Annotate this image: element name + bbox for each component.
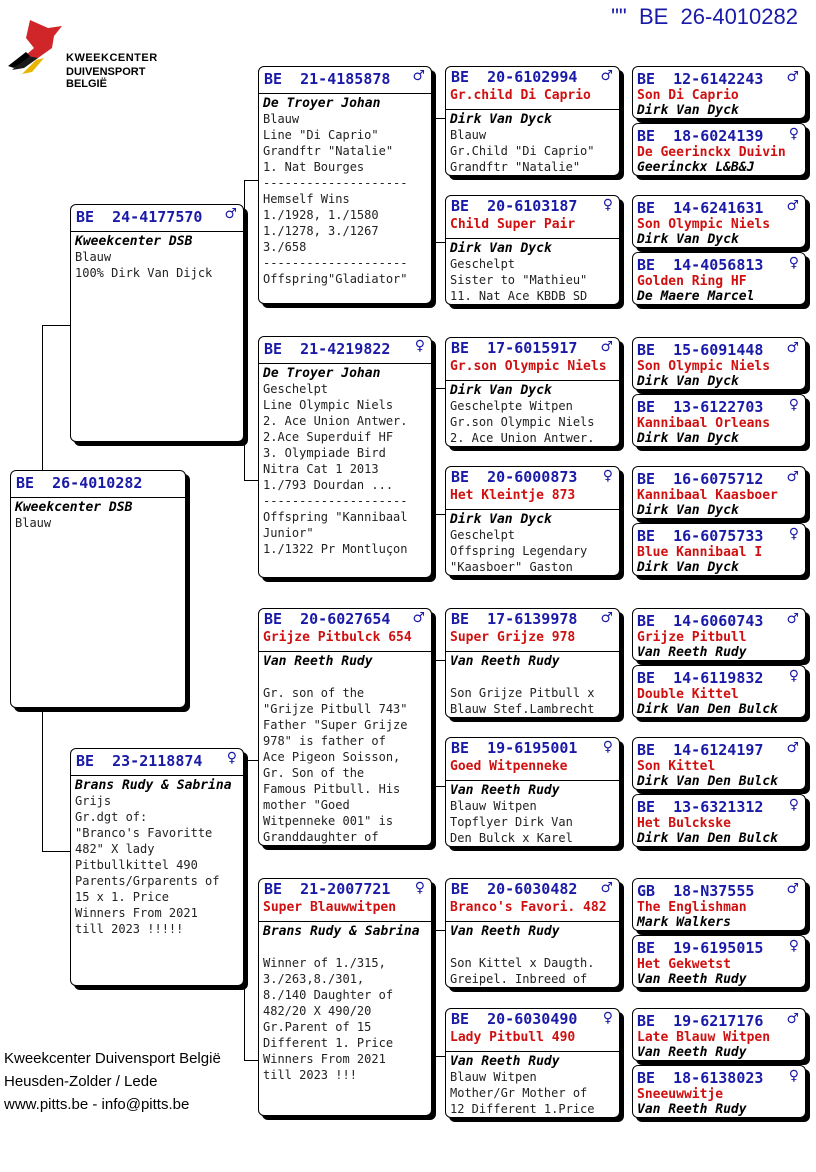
- pigeon-name: Super Blauwwitpen: [263, 900, 397, 915]
- female-icon: ♀: [226, 750, 237, 766]
- connector: [42, 325, 70, 326]
- ring-number: BE 18-6024139: [637, 127, 764, 145]
- pedigree-card-ggp2[interactable]: [445, 195, 620, 305]
- female-icon: ♀: [788, 255, 799, 271]
- ring-number: BE 24-4177570: [76, 208, 203, 226]
- pedigree-card-ggp3[interactable]: [445, 337, 620, 447]
- ring-number: BE 14-6241631: [637, 199, 764, 217]
- connector: [42, 708, 43, 851]
- ring-number: BE 20-6030490: [451, 1010, 578, 1028]
- breeder: Dirk Van Dyck: [637, 560, 739, 575]
- notes: Blauw Witpen Topflyer Dirk Van Den Bulck x Karel: [450, 799, 573, 845]
- ring-number: BE 14-6119832: [637, 669, 764, 687]
- pigeon-name: Lady Pitbull 490: [450, 1030, 576, 1045]
- breeder: Van Reeth Rudy: [450, 654, 560, 669]
- footer-location: Heusden-Zolder / Lede: [4, 1073, 158, 1090]
- notes: Blauw 100% Dirk Van Dijck: [75, 250, 213, 280]
- pigeon-name: Son Di Caprio: [637, 88, 739, 103]
- pigeon-name: Het Bulckske: [637, 816, 731, 831]
- pedigree-card-g11[interactable]: [632, 737, 806, 790]
- breeder: De Troyer Johan: [263, 96, 381, 111]
- pedigree-card-ggp1[interactable]: [445, 66, 620, 176]
- female-icon: ♀: [788, 526, 799, 542]
- pigeon-name: Son Olympic Niels: [637, 359, 771, 374]
- page-title: "" BE 26-4010282: [611, 4, 798, 29]
- female-icon: ♀: [788, 126, 799, 142]
- male-icon: ♂: [600, 68, 613, 84]
- male-icon: ♂: [786, 69, 799, 85]
- pedigree-card-gp3[interactable]: [258, 608, 432, 846]
- connector: [244, 180, 245, 480]
- notes: Geschelpte Witpen Gr.son Olympic Niels 2. Ace Union Antwer.: [450, 399, 595, 445]
- notes: Blauw Line "Di Caprio" Grandftr "Natalie" 1. Nat Bourges -------------------- Hemself Wins 1./1928, 1./1580 1./1278, 3./1267 3./658 -------------------- Offspring"Gladiator": [263, 112, 408, 286]
- logo-title: KWEEKCENTER: [66, 52, 158, 64]
- male-icon: ♂: [600, 610, 613, 626]
- connector: [620, 221, 621, 278]
- female-icon: ♀: [602, 739, 613, 755]
- breeder: Dirk Van Dyck: [637, 374, 739, 389]
- pigeon-name: Blue Kannibaal I: [637, 545, 763, 560]
- notes: Geschelpt Offspring Legendary "Kaasboer" Gaston: [450, 528, 588, 574]
- notes: Blauw Gr.Child "Di Caprio" Grandftr "Natalie": [450, 128, 595, 174]
- female-icon: ♀: [602, 1010, 613, 1026]
- male-icon: ♂: [786, 611, 799, 627]
- ring-number: BE 19-6217176: [637, 1012, 764, 1030]
- connector: [244, 1060, 258, 1061]
- breeder: Dirk Van Dyck: [450, 241, 552, 256]
- breeder: Kweekcenter DSB: [15, 500, 133, 515]
- connector: [431, 660, 445, 661]
- breeder: Dirk Van Dyck: [637, 103, 739, 118]
- pedigree-card-g10[interactable]: [632, 665, 806, 718]
- pedigree-card-ggp8[interactable]: [445, 1008, 620, 1118]
- ring-number: BE 19-6195001: [451, 739, 578, 757]
- breeder: Dirk Van Dyck: [450, 112, 552, 127]
- male-icon: ♂: [786, 1011, 799, 1027]
- pigeon-name: Gr.son Olympic Niels: [450, 359, 607, 374]
- footer-company: Kweekcenter Duivensport België: [4, 1050, 221, 1067]
- notes: Grijs Gr.dgt of: "Branco's Favoritte 482" X lady Pitbullkittel 490 Parents/Grparents of 15 x 1. Price Winners From 2021 till 2023 !!!!!: [75, 794, 220, 936]
- female-icon: ♀: [788, 1068, 799, 1084]
- pedigree-card-g1[interactable]: [632, 66, 806, 119]
- pedigree-card-g15[interactable]: [632, 1008, 806, 1061]
- ring-number: BE 20-6000873: [451, 468, 578, 486]
- pigeon-name: Gr.child Di Caprio: [450, 88, 591, 103]
- pigeon-name: Son Olympic Niels: [637, 217, 771, 232]
- connector: [244, 760, 245, 1060]
- ring-number: BE 20-6102994: [451, 68, 578, 86]
- ring-number: BE 16-6075712: [637, 470, 764, 488]
- male-icon: ♂: [600, 880, 613, 896]
- pedigree-card-g9[interactable]: [632, 608, 806, 661]
- ring-number: BE 26-4010282: [16, 474, 143, 492]
- connector: [244, 760, 258, 761]
- connector: [431, 242, 445, 243]
- pedigree-card-g7[interactable]: [632, 466, 806, 519]
- notes: Winner of 1./315, 3./263,8./301, 8./140 Daughter of 482/20 X 490/20 Gr.Parent of 15 Different 1. Price Winners From 2021 till 2023 !!!: [263, 956, 394, 1082]
- notes: Geschelpt Sister to "Mathieu" 11. Nat Ace KBDB SD: [450, 257, 588, 303]
- ring-number: BE 18-6138023: [637, 1069, 764, 1087]
- male-icon: ♂: [600, 339, 613, 355]
- pedigree-card-ggp7[interactable]: [445, 878, 620, 988]
- female-icon: ♀: [602, 197, 613, 213]
- logo-subtitle: DUIVENSPORT BELGIË: [66, 66, 146, 90]
- pedigree-card-g2[interactable]: [632, 123, 806, 176]
- male-icon: ♂: [786, 198, 799, 214]
- pedigree-card-father[interactable]: [70, 204, 244, 442]
- connector: [431, 118, 445, 119]
- pigeon-name: Son Kittel: [637, 759, 716, 774]
- pigeon-name: Double Kittel: [637, 687, 739, 702]
- notes: Gr. son of the "Grijze Pitbull 743" Father "Super Grijze 978" is father of Ace Pigeon Soisson, Gr. Son of the Famous Pitbull. His mother "Goed Witpenneke 001" is Granddaughter of: [263, 686, 408, 844]
- notes: Son Kittel x Daugth. Greipel. Inbreed of: [450, 956, 595, 986]
- notes: Geschelpt Line Olympic Niels 2. Ace Union Antwer. 2.Ace Superduif HF 3. Olympiade Bird Nitra Cat 1 2013 1./793 Dourdan ... -------------------- Offspring "Kannibaal Junior" 1./1322 Pr Montluçon: [263, 382, 408, 556]
- breeder: Van Reeth Rudy: [637, 972, 747, 987]
- breeder: Dirk Van Dyck: [637, 232, 739, 247]
- female-icon: ♀: [788, 797, 799, 813]
- connector: [431, 514, 445, 515]
- connector: [620, 363, 621, 420]
- notes: Blauw Witpen Mother/Gr Mother of 12 Different 1.Price: [450, 1070, 595, 1116]
- pedigree-card-g8[interactable]: [632, 523, 806, 576]
- breeder: Dirk Van Dyck: [450, 512, 552, 527]
- pedigree-card-gp2[interactable]: [258, 336, 432, 578]
- female-icon: ♀: [602, 468, 613, 484]
- pedigree-card-g12[interactable]: [632, 794, 806, 847]
- connector: [620, 92, 621, 149]
- ring-number: BE 20-6103187: [451, 197, 578, 215]
- connector: [620, 1034, 621, 1091]
- breeder: Geerinckx L&B&J: [637, 160, 755, 175]
- pigeon-name: Golden Ring HF: [637, 274, 747, 289]
- breeder: Van Reeth Rudy: [637, 1045, 747, 1060]
- pedigree-card-g13[interactable]: [632, 878, 806, 931]
- connector: [620, 492, 621, 549]
- breeder: Van Reeth Rudy: [450, 1054, 560, 1069]
- pigeon-name: Late Blauw Witpen: [637, 1030, 771, 1045]
- pedigree-card-g14[interactable]: [632, 935, 806, 988]
- pedigree-card-gp1[interactable]: [258, 66, 432, 304]
- ring-number: BE 15-6091448: [637, 341, 764, 359]
- male-icon: ♂: [786, 740, 799, 756]
- notes: Son Grijze Pitbull x Blauw Stef.Lambrecht: [450, 686, 595, 716]
- connector: [244, 480, 258, 481]
- ring-number: BE 14-6124197: [637, 741, 764, 759]
- breeder: Brans Rudy & Sabrina: [263, 924, 420, 939]
- female-icon: ♀: [414, 880, 425, 896]
- pigeon-name: Super Grijze 978: [450, 630, 576, 645]
- female-icon: ♀: [788, 938, 799, 954]
- ring-number: BE 21-4185878: [264, 70, 391, 88]
- ring-number: BE 17-6015917: [451, 339, 578, 357]
- connector: [431, 1056, 445, 1057]
- pedigree-card-g4[interactable]: [632, 252, 806, 305]
- connector: [620, 634, 621, 691]
- pigeon-name: Kannibaal Kaasboer: [637, 488, 778, 503]
- breeder: De Troyer Johan: [263, 366, 381, 381]
- connector: [244, 180, 258, 181]
- ring-number: BE 13-6122703: [637, 398, 764, 416]
- male-icon: ♂: [786, 340, 799, 356]
- ring-number: GB 18-N37555: [637, 882, 755, 900]
- connector: [620, 763, 621, 820]
- breeder: De Maere Marcel: [637, 289, 755, 304]
- pigeon-name: Grijze Pitbull: [637, 630, 747, 645]
- pedigree-card-g6[interactable]: [632, 394, 806, 447]
- male-icon: ♂: [412, 610, 425, 626]
- male-icon: ♂: [786, 469, 799, 485]
- pedigree-card-g3[interactable]: [632, 195, 806, 248]
- breeder: Mark Walkers: [637, 915, 731, 930]
- pedigree-card-ggp6[interactable]: [445, 737, 620, 847]
- pigeon-name: Goed Witpenneke: [450, 759, 568, 774]
- female-icon: ♀: [414, 338, 425, 354]
- ring-number: BE 13-6321312: [637, 798, 764, 816]
- pigeon-name: Child Super Pair: [450, 217, 576, 232]
- female-icon: ♀: [788, 668, 799, 684]
- pigeon-name: Sneeuwwitje: [637, 1087, 724, 1102]
- pigeon-name: De Geerinckx Duivin: [637, 145, 786, 160]
- pedigree-card-g5[interactable]: [632, 337, 806, 390]
- pigeon-name: Branco's Favori. 482: [450, 900, 607, 915]
- breeder: Kweekcenter DSB: [75, 234, 193, 249]
- connector: [431, 786, 445, 787]
- notes: Blauw: [15, 516, 52, 530]
- pedigree-card-ggp4[interactable]: [445, 466, 620, 576]
- breeder: Van Reeth Rudy: [637, 645, 747, 660]
- ring-number: BE 19-6195015: [637, 939, 764, 957]
- female-icon: ♀: [788, 397, 799, 413]
- ring-number: BE 20-6030482: [451, 880, 578, 898]
- ring-number: BE 17-6139978: [451, 610, 578, 628]
- breeder: Van Reeth Rudy: [450, 783, 560, 798]
- footer-contact[interactable]: www.pitts.be - info@pitts.be: [4, 1096, 190, 1113]
- pigeon-logo-icon: [8, 18, 68, 80]
- logo: [8, 18, 188, 88]
- pigeon-name: Het Kleintje 873: [450, 488, 576, 503]
- connector: [431, 930, 445, 931]
- pedigree-card-ggp5[interactable]: [445, 608, 620, 718]
- pigeon-name: The Englishman: [637, 900, 747, 915]
- connector: [431, 388, 445, 389]
- breeder: Dirk Van Den Bulck: [637, 831, 778, 846]
- pedigree-card-gp4[interactable]: [258, 878, 432, 1116]
- breeder: Dirk Van Den Bulck: [637, 774, 778, 789]
- ring-number: BE 21-2007721: [264, 880, 391, 898]
- ring-number: BE 14-4056813: [637, 256, 764, 274]
- ring-number: BE 16-6075733: [637, 527, 764, 545]
- male-icon: ♂: [224, 206, 237, 222]
- ring-number: BE 23-2118874: [76, 752, 203, 770]
- breeder: Van Reeth Rudy: [450, 924, 560, 939]
- pedigree-card-g16[interactable]: [632, 1065, 806, 1118]
- ring-number: BE 20-6027654: [264, 610, 391, 628]
- ring-number: BE 14-6060743: [637, 612, 764, 630]
- breeder: Dirk Van Dyck: [637, 431, 739, 446]
- pigeon-name: Kannibaal Orleans: [637, 416, 771, 431]
- pigeon-name: Het Gekwetst: [637, 957, 731, 972]
- pigeon-name: Grijze Pitbulck 654: [263, 630, 412, 645]
- breeder: Dirk Van Den Bulck: [637, 702, 778, 717]
- male-icon: ♂: [786, 881, 799, 897]
- breeder: Dirk Van Dyck: [450, 383, 552, 398]
- pedigree-card-subject[interactable]: [10, 470, 186, 708]
- connector: [620, 904, 621, 961]
- breeder: Van Reeth Rudy: [637, 1102, 747, 1117]
- connector: [42, 325, 43, 470]
- pedigree-card-mother[interactable]: [70, 748, 244, 986]
- male-icon: ♂: [412, 68, 425, 84]
- breeder: Brans Rudy & Sabrina: [75, 778, 232, 793]
- breeder: Dirk Van Dyck: [637, 503, 739, 518]
- connector: [42, 851, 70, 852]
- ring-number: BE 12-6142243: [637, 70, 764, 88]
- ring-number: BE 21-4219822: [264, 340, 391, 358]
- breeder: Van Reeth Rudy: [263, 654, 373, 669]
